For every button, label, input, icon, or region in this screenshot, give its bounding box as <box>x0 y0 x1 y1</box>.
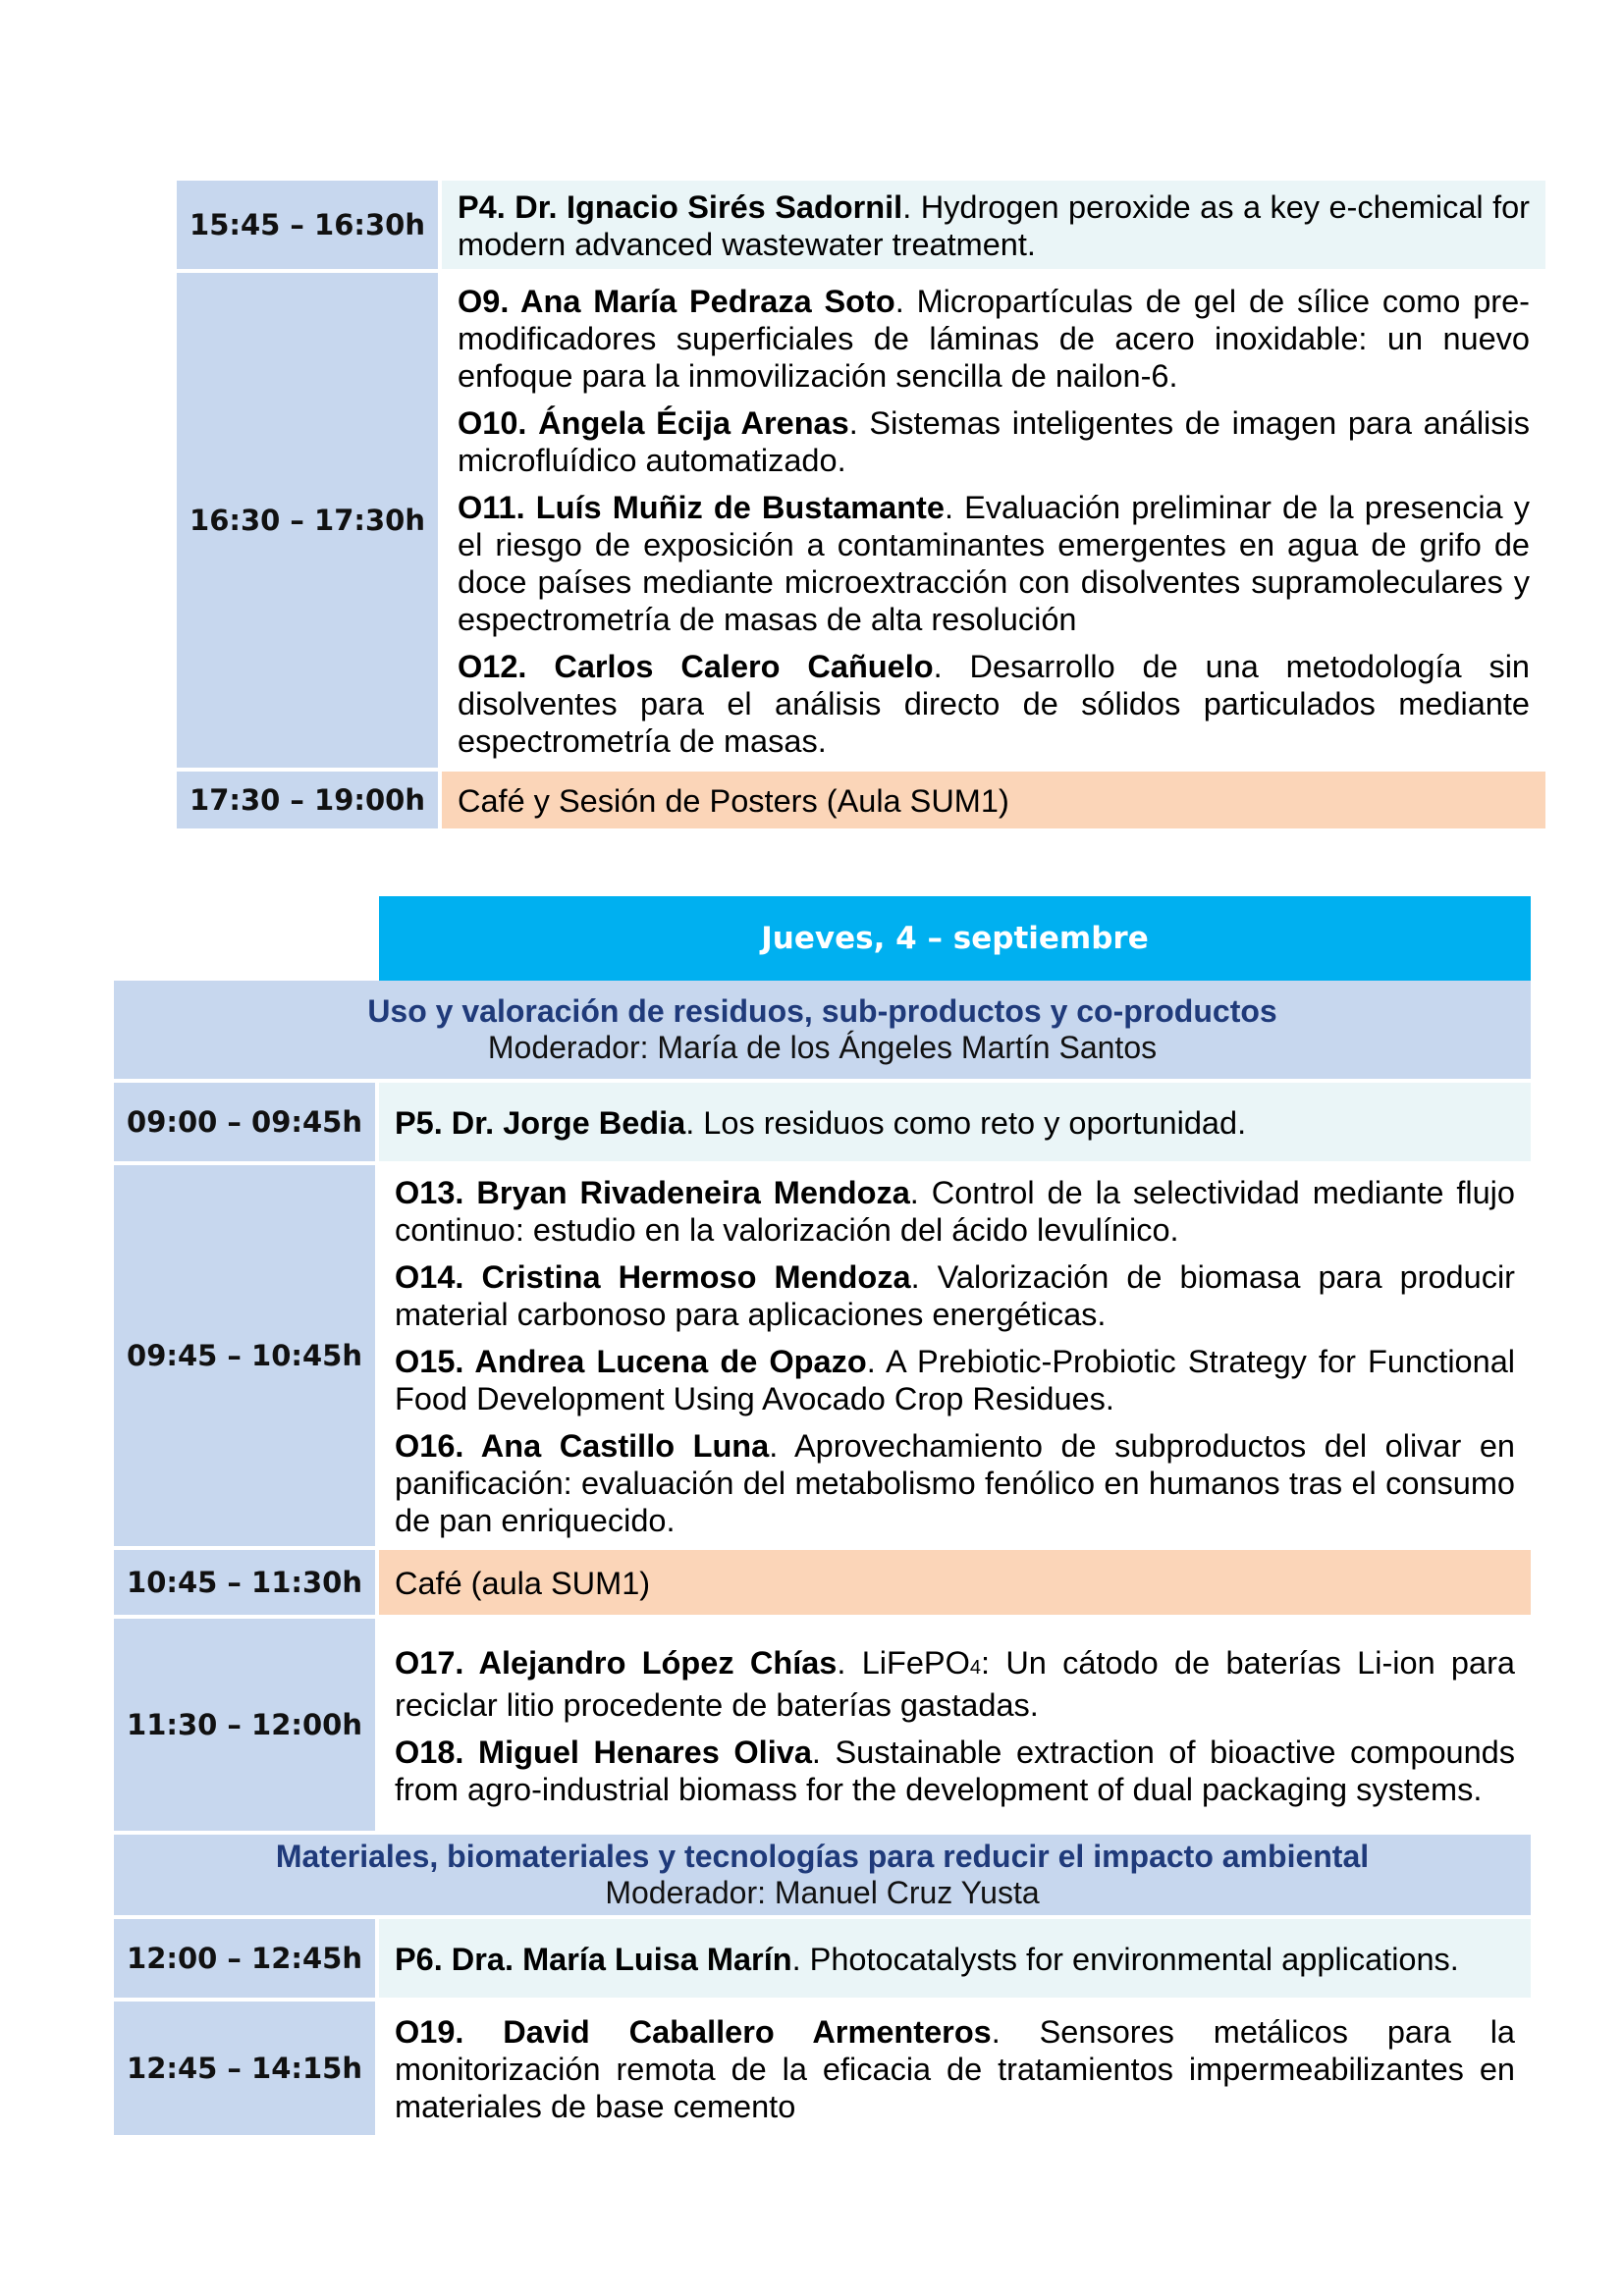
talk-entry <box>395 1174 1515 1249</box>
session-title: Materiales, biomateriales y tecnologías para reducir el impacto ambiental <box>275 1839 1370 1874</box>
talk-title: . Valorización de biomasa para producir material carbonoso para aplicaciones energéticas. <box>395 1259 1515 1332</box>
talk-title: . Sensores metálicos para la monitorización remota de la eficacia de tratamientos impermeabilizantes en materiales de base cemento <box>395 2014 1516 2124</box>
talk-title: . Evaluación preliminar de la presencia y el riesgo de exposición a contaminantes emergentes en agua de grifo de doce países mediante microextracción con disolventes supramoleculares y espectrometría de masas de alta resolución <box>458 490 1530 637</box>
talk-title: . Los residuos como reto y oportunidad. <box>685 1105 1247 1141</box>
plenary-talk <box>379 1083 1531 1165</box>
talk-entry <box>458 188 1530 263</box>
speaker-name: O14. Cristina Hermoso Mendoza <box>395 1259 911 1295</box>
oral-talks <box>442 273 1545 772</box>
schedule-row <box>177 181 1545 273</box>
time-slot: 10:45 – 11:30h <box>114 1550 379 1619</box>
session-moderator: Moderador: María de los Ángeles Martín Santos <box>487 1030 1158 1065</box>
schedule-row <box>114 1550 1531 1619</box>
time-slot: 15:45 – 16:30h <box>177 181 442 273</box>
schedule-table-wednesday <box>177 181 1545 832</box>
time-slot: 12:45 – 14:15h <box>114 2002 379 2135</box>
speaker-name: O11. Luís Muñiz de Bustamante <box>458 490 945 525</box>
talk-title: . Sistemas inteligentes de imagen para análisis microfluídico automatizado. <box>458 405 1530 478</box>
talk-title: . Aprovechamiento de subproductos del olivar en panificación: evaluación del metabolismo fenólico en humanos tras el consumo de pan enriquecido. <box>395 1428 1515 1538</box>
session-header <box>114 1835 1531 1919</box>
speaker-name: O13. Bryan Rivadeneira Mendoza <box>395 1175 910 1210</box>
speaker-name: O15. Andrea Lucena de Opazo <box>395 1344 867 1379</box>
speaker-name: P5. Dr. Jorge Bedia <box>395 1105 686 1141</box>
talk-entry <box>395 2013 1515 2125</box>
talk-entry <box>395 1343 1515 1417</box>
talk-entry <box>395 1941 1515 1978</box>
coffee-break: Café y Sesión de Posters (Aula SUM1) <box>442 772 1545 832</box>
oral-talks <box>379 1165 1531 1550</box>
talk-title: . Control de la selectividad mediante flujo continuo: estudio en la valorización del ácido levulínico. <box>395 1175 1515 1248</box>
talk-entry <box>458 283 1530 395</box>
talk-entry <box>395 1258 1515 1333</box>
time-slot: 09:00 – 09:45h <box>114 1083 379 1165</box>
coffee-break: Café (aula SUM1) <box>379 1550 1531 1619</box>
talk-entry <box>458 648 1530 760</box>
schedule-row <box>114 1619 1531 1835</box>
talk-entry <box>395 1427 1515 1539</box>
speaker-name: O12. Carlos Calero Cañuelo <box>458 649 934 684</box>
schedule-row <box>114 2002 1531 2135</box>
talk-title-part: . LiFePO <box>837 1644 970 1681</box>
speaker-name: O9. Ana María Pedraza Soto <box>458 284 895 319</box>
talk-title: . A Prebiotic-Probiotic Strategy for Functional Food Development Using Avocado Crop Residues. <box>395 1344 1516 1416</box>
talk-title: . Hydrogen peroxide as a key e-chemical for modern advanced wastewater treatment. <box>458 189 1530 262</box>
session-header-row <box>114 1835 1531 1919</box>
speaker-name: O17. Alejandro López Chías <box>395 1644 838 1681</box>
talk-entry <box>395 1644 1515 1724</box>
schedule-table-thursday <box>114 896 1531 2135</box>
speaker-name: P4. Dr. Ignacio Sirés Sadornil <box>458 189 903 225</box>
time-slot: 12:00 – 12:45h <box>114 1919 379 2002</box>
speaker-name: O10. Ángela Écija Arenas <box>458 405 849 441</box>
time-slot: 17:30 – 19:00h <box>177 772 442 832</box>
schedule-row <box>114 1919 1531 2002</box>
schedule-row <box>114 1165 1531 1550</box>
session-header-row <box>114 981 1531 1083</box>
talk-title: . Desarrollo de una metodología sin disolventes para el análisis directo de sólidos particulados mediante espectrometría de masas. <box>458 649 1530 759</box>
day-header-row <box>114 896 1531 981</box>
time-slot: 11:30 – 12:00h <box>114 1619 379 1835</box>
talk-title: . Photocatalysts for environmental applications. <box>791 1942 1459 1977</box>
time-slot: 09:45 – 10:45h <box>114 1165 379 1550</box>
schedule-row <box>177 273 1545 772</box>
speaker-name: O19. David Caballero Armenteros <box>395 2014 992 2050</box>
talk-entry <box>458 489 1530 638</box>
oral-talks <box>379 2002 1531 2135</box>
time-slot: 16:30 – 17:30h <box>177 273 442 772</box>
talk-title: . Sustainable extraction of bioactive compounds from agro-industrial biomass for the development of dual packaging systems. <box>395 1734 1515 1807</box>
schedule-row <box>177 772 1545 832</box>
talk-entry <box>458 404 1530 479</box>
talk-title-subscript: 4 <box>969 1656 981 1679</box>
speaker-name: O18. Miguel Henares Oliva <box>395 1734 812 1770</box>
day-title: Jueves, 4 – septiembre <box>379 896 1531 981</box>
speaker-name: P6. Dra. María Luisa Marín <box>395 1942 792 1977</box>
oral-talks <box>379 1619 1531 1835</box>
talk-title-part: : Un cátodo de baterías Li-ion para reciclar litio procedente de baterías gastadas. <box>395 1644 1515 1723</box>
schedule-row <box>114 1083 1531 1165</box>
talk-title: . Micropartículas de gel de sílice como pre-modificadores superficiales de láminas de acero inoxidable: un nuevo enfoque para la inmovilización sencilla de nailon-6. <box>458 284 1530 394</box>
talk-entry <box>395 1734 1515 1808</box>
session-header <box>114 981 1531 1083</box>
plenary-talk <box>442 181 1545 273</box>
speaker-name: O16. Ana Castillo Luna <box>395 1428 770 1464</box>
session-moderator: Moderador: Manuel Cruz Yusta <box>605 1875 1040 1910</box>
session-title: Uso y valoración de residuos, sub-productos y co-productos <box>367 993 1277 1029</box>
plenary-talk <box>379 1919 1531 2002</box>
talk-entry <box>395 1104 1515 1142</box>
